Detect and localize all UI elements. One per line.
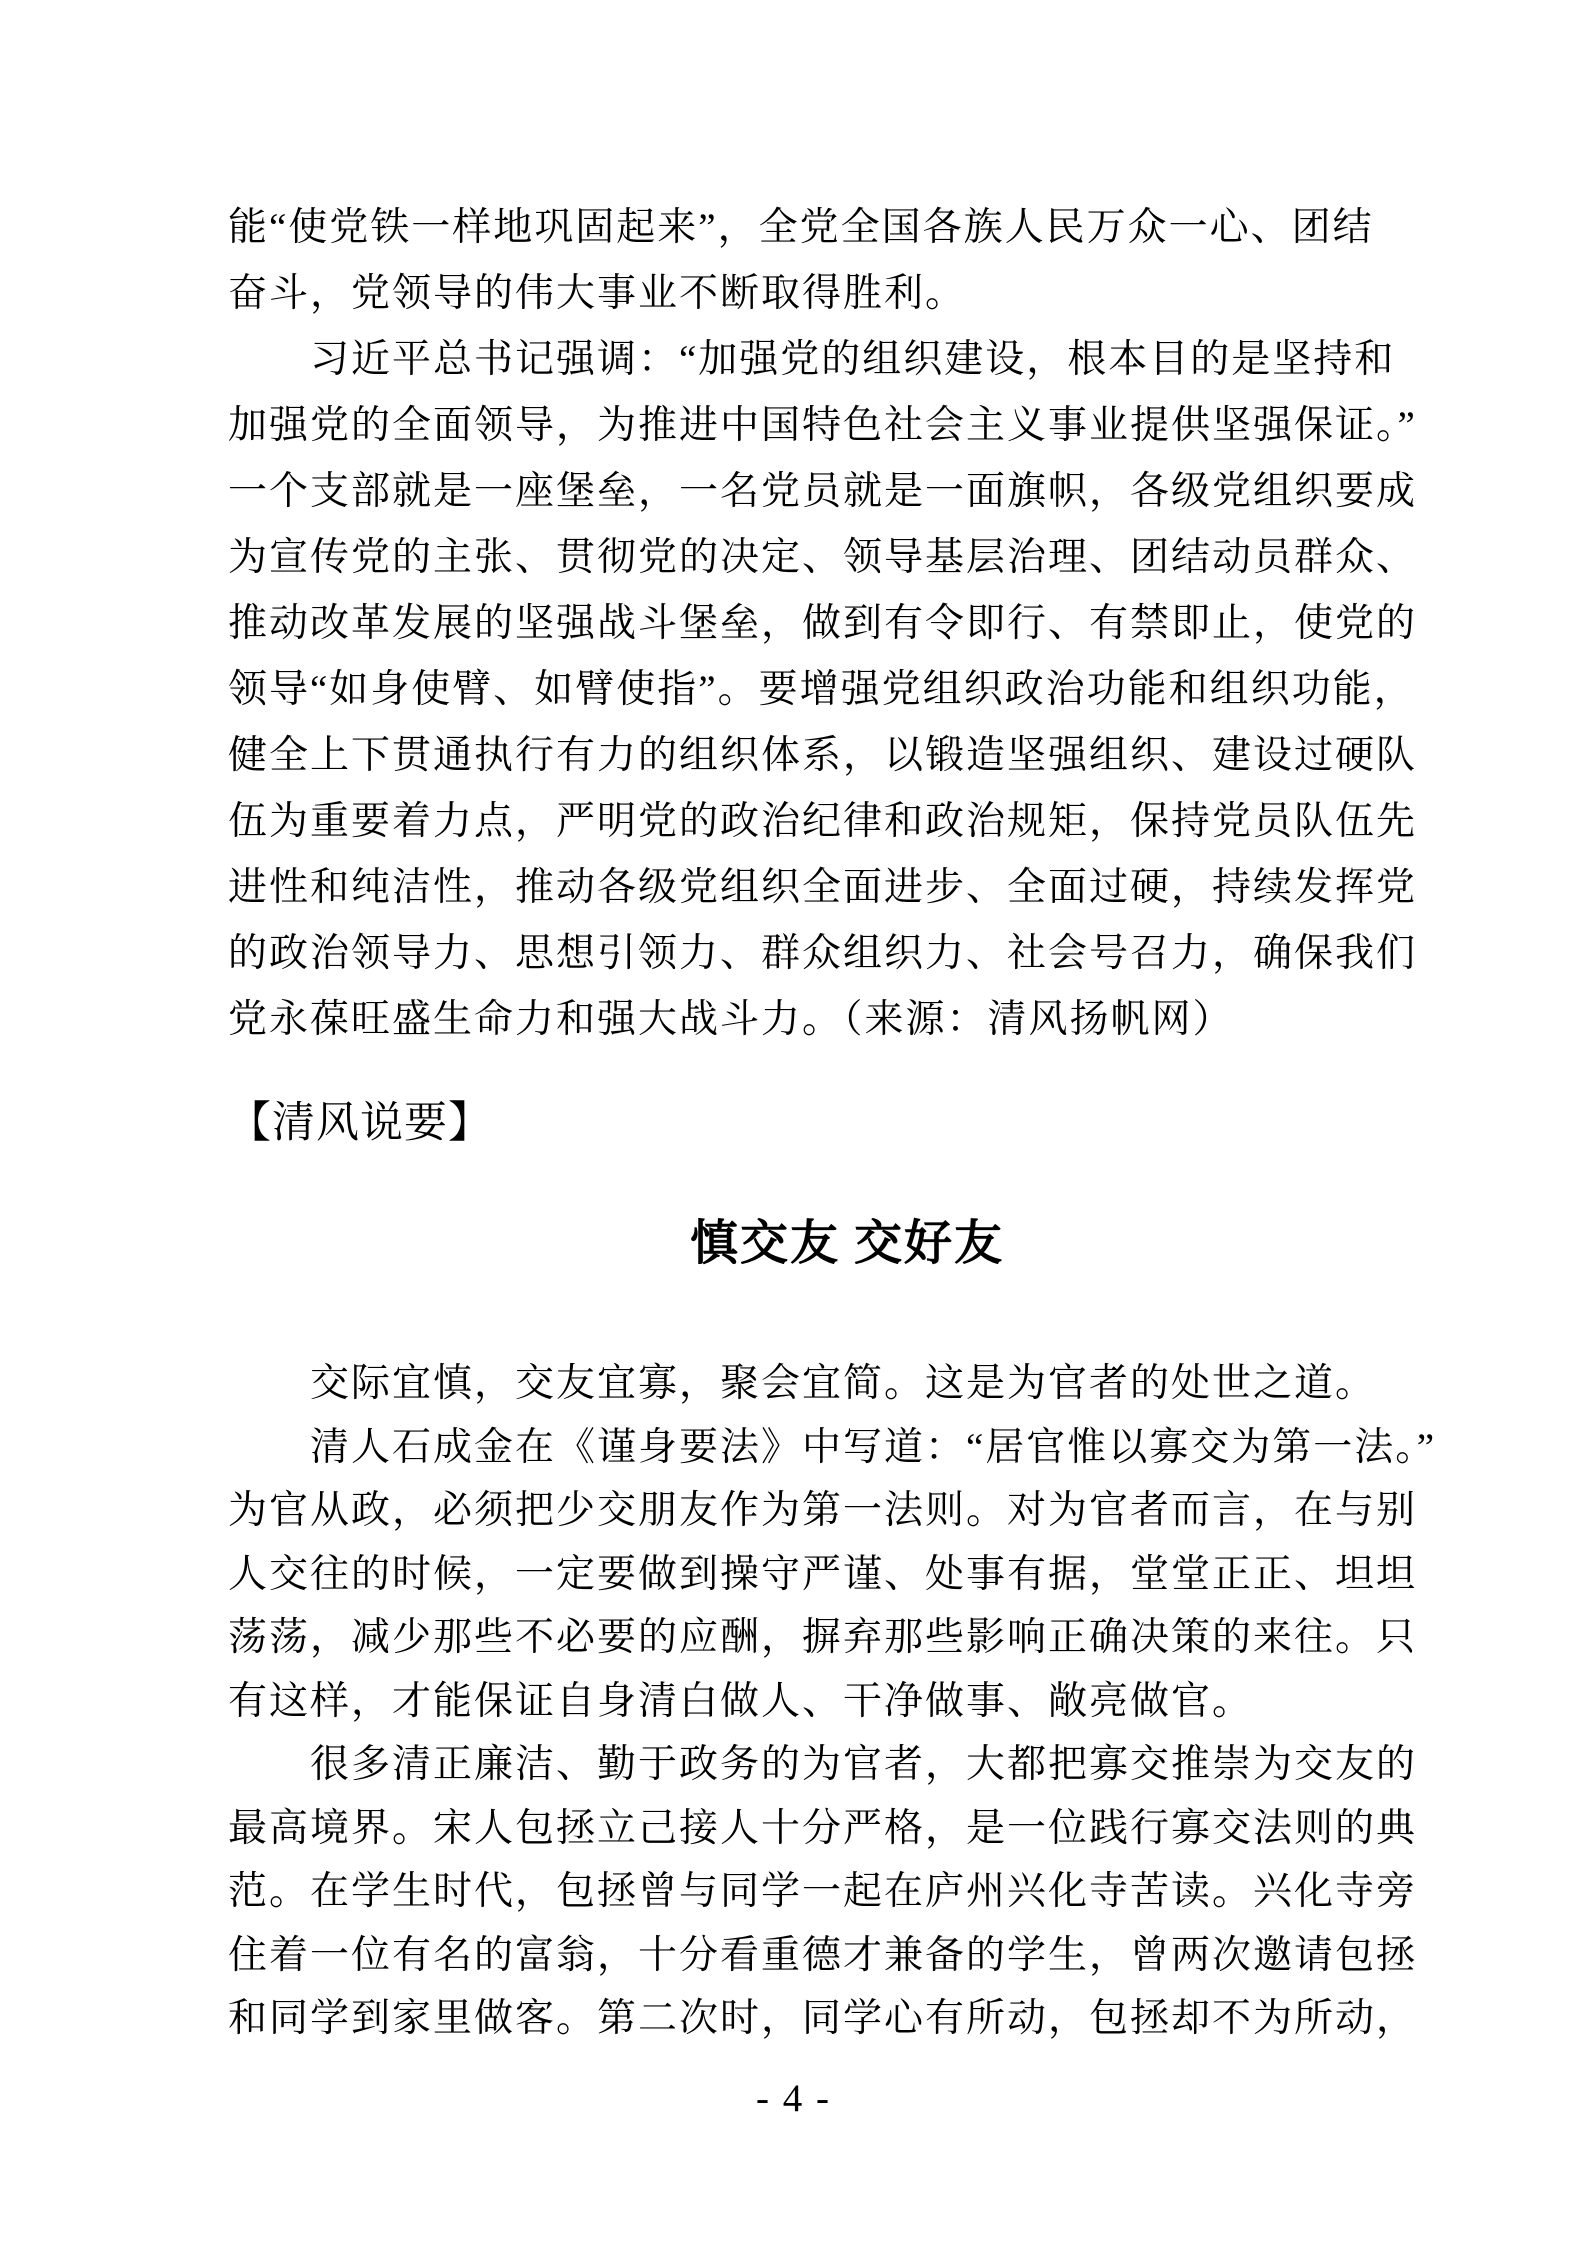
text-line: 有这样，才能保证自身清白做人、干净做事、敞亮做官。: [228, 1679, 1254, 1723]
text-line: 习近平总书记强调：“加强党的组织建设，根本目的是坚持和: [310, 338, 1396, 381]
text-line: 交际宜慎，交友宜寡，聚会宜简。这是为官者的处世之道。: [310, 1362, 1377, 1405]
text-line: 推动改革发展的坚强战斗堡垒，做到有令即行、有禁即止，使党的: [228, 602, 1418, 645]
text-line: 清人石成金在《谨身要法》中写道：“居官惟以寡交为第一法。”: [310, 1425, 1437, 1469]
text-line: 为官从政，必须把少交朋友作为第一法则。对为官者而言，在与别: [228, 1489, 1418, 1532]
text-line: 和同学到家里做客。第二次时，同学心有所动，包拯却不为所动，: [228, 1997, 1418, 2040]
text-line: 领导“如身使臂、如臂使指”。要增强党组织政治功能和组织功能，: [228, 668, 1415, 711]
text-line: 荡荡，减少那些不必要的应酬，摒弃那些影响正确决策的来往。只: [228, 1616, 1418, 1659]
text-line: 伍为重要着力点，严明党的政治纪律和政治规矩，保持党员队伍先: [228, 800, 1418, 843]
section-header: 【清风说要】: [228, 1100, 492, 1147]
text-line: 住着一位有名的富翁，十分看重德才兼备的学生，曾两次邀请包拯: [228, 1933, 1418, 1977]
text-line: 进性和纯洁性，推动各级党组织全面进步、全面过硬，持续发挥党: [228, 866, 1418, 909]
text-line: 健全上下贯通执行有力的组织体系，以锻造坚强组织、建设过硬队: [228, 734, 1418, 777]
text-line: 最高境界。宋人包拯立己接人十分严格，是一位践行寡交法则的典: [228, 1806, 1418, 1850]
text-line: 人交往的时候，一定要做到操守严谨、处事有据，堂堂正正、坦坦: [228, 1552, 1418, 1596]
text-line: 一个支部就是一座堡垒，一名党员就是一面旗帜，各级党组织要成: [228, 470, 1418, 513]
text-line: 能“使党铁一样地巩固起来”，全党全国各族人民万众一心、团结: [228, 206, 1374, 249]
body-paragraphs-bottom: [228, 1352, 1458, 2051]
text-line: 很多清正廉洁、勤于政务的为官者，大都把寡交推崇为交友的: [310, 1743, 1418, 1786]
text-line: 为宣传党的主张、贯彻党的决定、领导基层治理、团结动员群众、: [228, 536, 1418, 579]
text-line: 党永葆旺盛生命力和强大战斗力。（来源：清风扬帆网）: [228, 998, 1234, 1041]
text-line: 奋斗，党领导的伟大事业不断取得胜利。: [228, 272, 967, 315]
text-line: 的政治领导力、思想引领力、群众组织力、社会号召力，确保我们: [228, 932, 1418, 975]
page-number: - 4 -: [756, 2077, 831, 2120]
article-title: 慎交友 交好友: [690, 1217, 1005, 1270]
body-paragraphs-top: [228, 195, 1458, 1053]
text-line: 范。在学生时代，包拯曾与同学一起在庐州兴化寺苦读。兴化寺旁: [228, 1870, 1418, 1913]
text-line: 加强党的全面领导，为推进中国特色社会主义事业提供坚强保证。”: [228, 404, 1417, 447]
